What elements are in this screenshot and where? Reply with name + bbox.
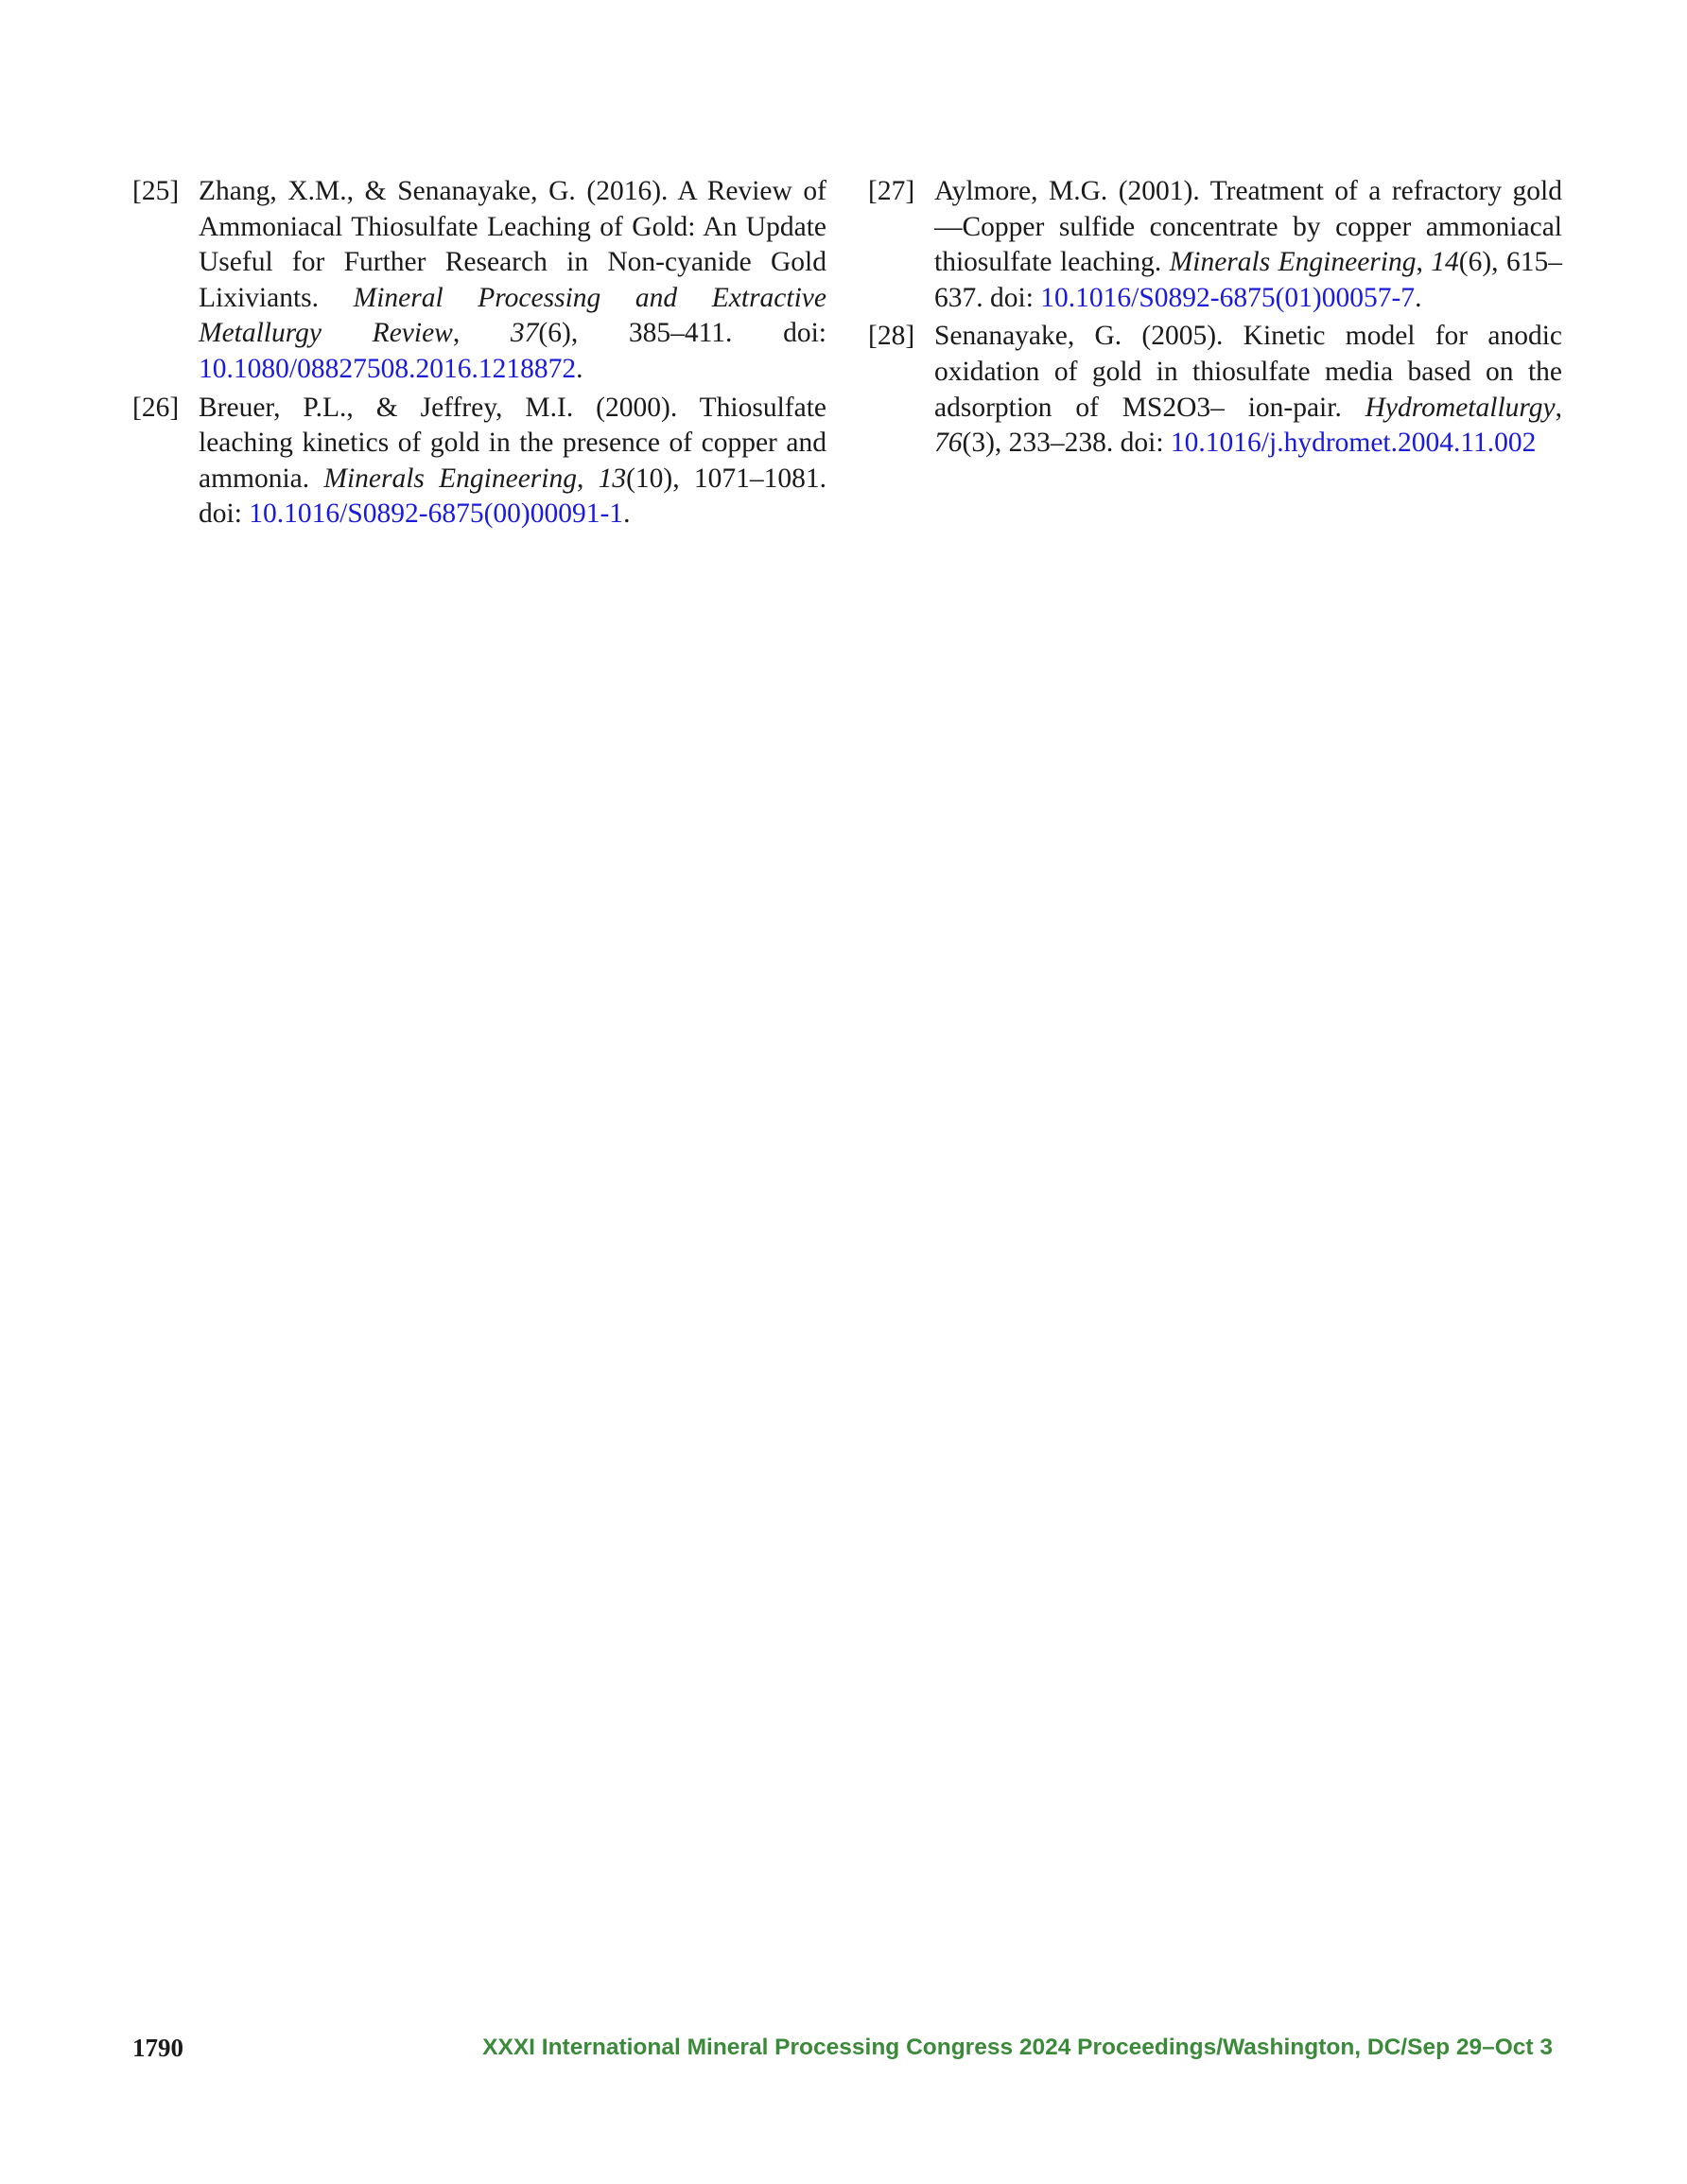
reference-journal: Hydrometallurgy xyxy=(1365,392,1556,423)
reference-entry xyxy=(132,174,826,388)
reference-entry xyxy=(868,174,1562,316)
reference-number: [26] xyxy=(132,392,180,423)
proceedings-footer: XXXI International Mineral Processing Congress 2024 Proceedings/Washington, DC/Sep 29–Oct 3 xyxy=(482,2035,1553,2060)
reference-number: [27] xyxy=(868,176,915,206)
reference-separator: , xyxy=(1416,247,1432,278)
doi-link[interactable]: 10.1080/08827508.2016.1218872 xyxy=(199,353,577,384)
reference-entry xyxy=(868,319,1562,461)
reference-pages: (10), 1071–1081. doi: xyxy=(199,463,826,530)
reference-journal: Minerals Engineering xyxy=(323,463,577,494)
reference-authors-title: Breuer, P.L., & Jeffrey, M.I. (2000). Thiosulfate leaching kinetics of gold in the presence of copper and ammonia. xyxy=(199,392,826,494)
reference-pages: (6), 615–637. doi: xyxy=(934,247,1562,313)
reference-end: . xyxy=(1415,282,1422,313)
reference-separator: , xyxy=(1555,392,1562,423)
reference-volume: 76 xyxy=(934,428,963,459)
reference-volume: 14 xyxy=(1431,247,1459,278)
references-column-left xyxy=(132,174,826,535)
reference-pages: (3), 233–238. doi: xyxy=(962,428,1171,459)
doi-link[interactable]: 10.1016/S0892-6875(00)00091-1 xyxy=(249,498,624,530)
reference-separator: , xyxy=(576,463,599,494)
reference-end: . xyxy=(576,353,583,384)
reference-authors-title: Zhang, X.M., & Senanayake, G. (2016). A Review of Ammoniacal Thiosulfate Leaching of Gold: An Update Useful for Further Research in Non-cyanide Gold Lixiviants. xyxy=(199,176,826,313)
doi-link[interactable]: 10.1016/S0892-6875(01)00057-7 xyxy=(1040,282,1416,313)
reference-separator: , xyxy=(452,318,511,349)
reference-journal: Mineral Processing and Extractive Metallurgy Review xyxy=(199,282,826,349)
doi-link[interactable]: 10.1016/j.hydromet.2004.11.002 xyxy=(1170,428,1537,459)
reference-authors-title: Senanayake, G. (2005). Kinetic model for anodic oxidation of gold in thiosulfate media based on the adsorption of MS2O3– ion-pair. xyxy=(934,321,1562,423)
references-column-right xyxy=(868,174,1562,464)
reference-pages: (6), 385–411. doi: xyxy=(538,318,826,349)
reference-end: . xyxy=(623,498,631,530)
reference-number: [28] xyxy=(868,321,915,352)
reference-authors-title: Aylmore, M.G. (2001). Treatment of a refractory gold—Copper sulfide concentrate by copper ammoniacal thiosulfate leaching. xyxy=(934,176,1562,278)
reference-journal: Minerals Engineering xyxy=(1169,247,1417,278)
page-number: 1790 xyxy=(132,2034,183,2062)
reference-number: [25] xyxy=(132,176,180,206)
reference-volume: 13 xyxy=(598,463,627,494)
reference-entry xyxy=(132,391,826,533)
reference-volume: 37 xyxy=(510,318,539,349)
